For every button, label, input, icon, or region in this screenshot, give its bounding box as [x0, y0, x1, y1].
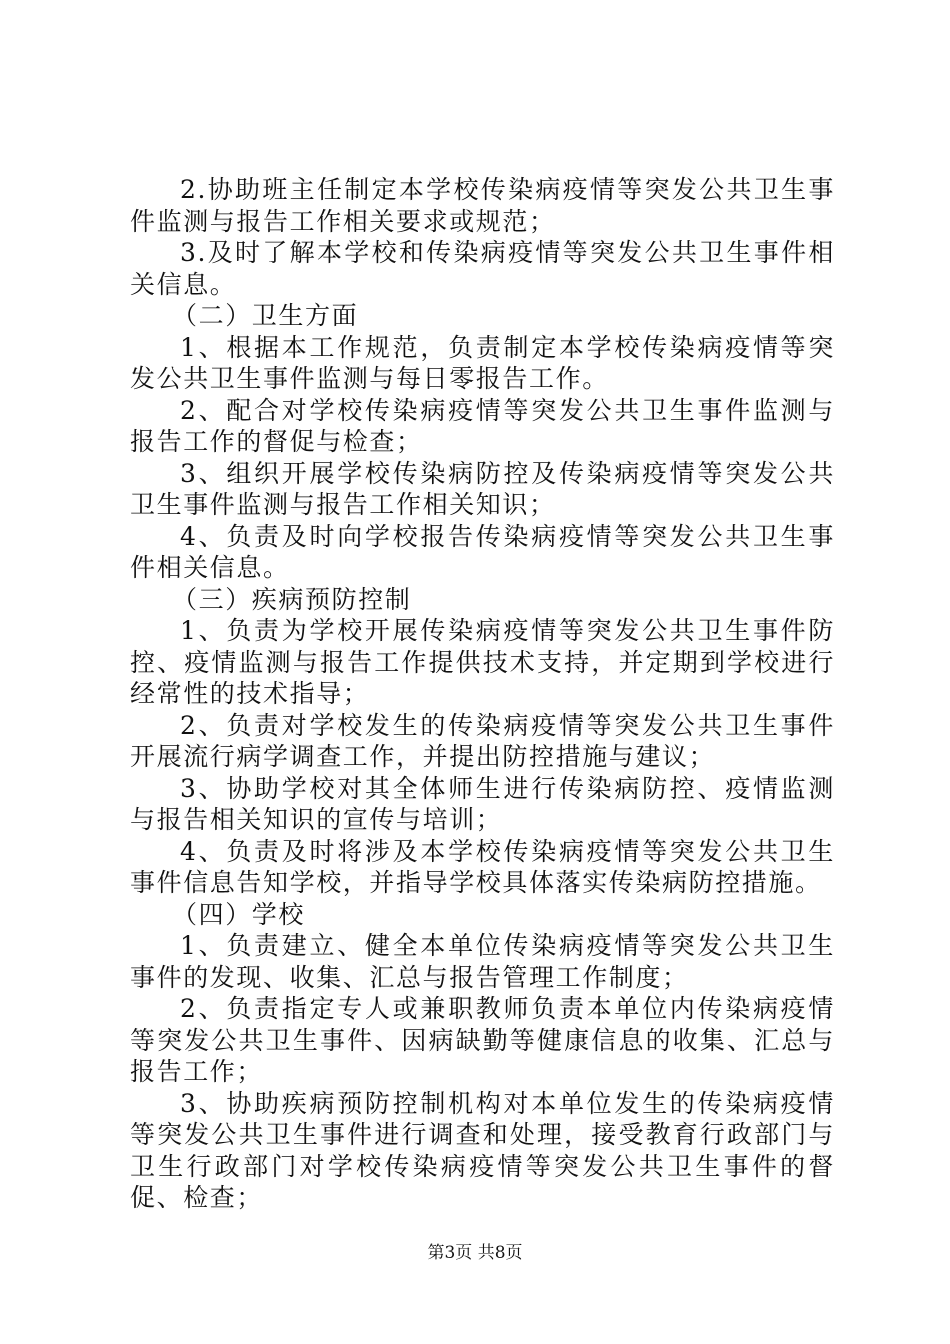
section-heading: （三）疾病预防控制	[172, 584, 412, 614]
document-body	[130, 174, 835, 1214]
body-paragraph: 3、协助学校对其全体师生进行传染病防控、疫情监测与报告相关知识的宣传与培训；	[130, 773, 835, 834]
body-paragraph: 2、负责对学校发生的传染病疫情等突发公共卫生事件开展流行病学调查工作，并提出防控措施与建议；	[130, 710, 835, 771]
page-footer: 第3页 共8页	[427, 1243, 523, 1263]
section-heading: （四）学校	[172, 899, 306, 929]
body-paragraph: 1、负责建立、健全本单位传染病疫情等突发公共卫生事件的发现、收集、汇总与报告管理工作制度；	[130, 931, 835, 992]
body-paragraph: 2、配合对学校传染病疫情等突发公共卫生事件监测与报告工作的督促与检查；	[130, 395, 835, 456]
body-paragraph: 3、协助疾病预防控制机构对本单位发生的传染病疫情等突发公共卫生事件进行调查和处理，接受教育行政部门与卫生行政部门对学校传染病疫情等突发公共卫生事件的督促、检查；	[130, 1088, 835, 1212]
body-paragraph: 1、根据本工作规范，负责制定本学校传染病疫情等突发公共卫生事件监测与每日零报告工作。	[130, 332, 835, 393]
body-paragraph: 3.及时了解本学校和传染病疫情等突发公共卫生事件相关信息。	[130, 238, 835, 299]
section-heading: （二）卫生方面	[172, 301, 359, 330]
body-paragraph: 2、负责指定专人或兼职教师负责本单位内传染病疫情等突发公共卫生事件、因病缺勤等健康信息的收集、汇总与报告工作；	[130, 994, 835, 1086]
body-paragraph: 1、负责为学校开展传染病疫情等突发公共卫生事件防控、疫情监测与报告工作提供技术支持，并定期到学校进行经常性的技术指导；	[130, 616, 835, 708]
body-paragraph: 2.协助班主任制定本学校传染病疫情等突发公共卫生事件监测与报告工作相关要求或规范；	[130, 175, 835, 236]
body-paragraph: 4、负责及时向学校报告传染病疫情等突发公共卫生事件相关信息。	[130, 521, 835, 582]
body-paragraph: 4、负责及时将涉及本学校传染病疫情等突发公共卫生事件信息告知学校，并指导学校具体落实传染病防控措施。	[130, 836, 835, 897]
body-paragraph: 3、组织开展学校传染病防控及传染病疫情等突发公共卫生事件监测与报告工作相关知识；	[130, 458, 835, 519]
